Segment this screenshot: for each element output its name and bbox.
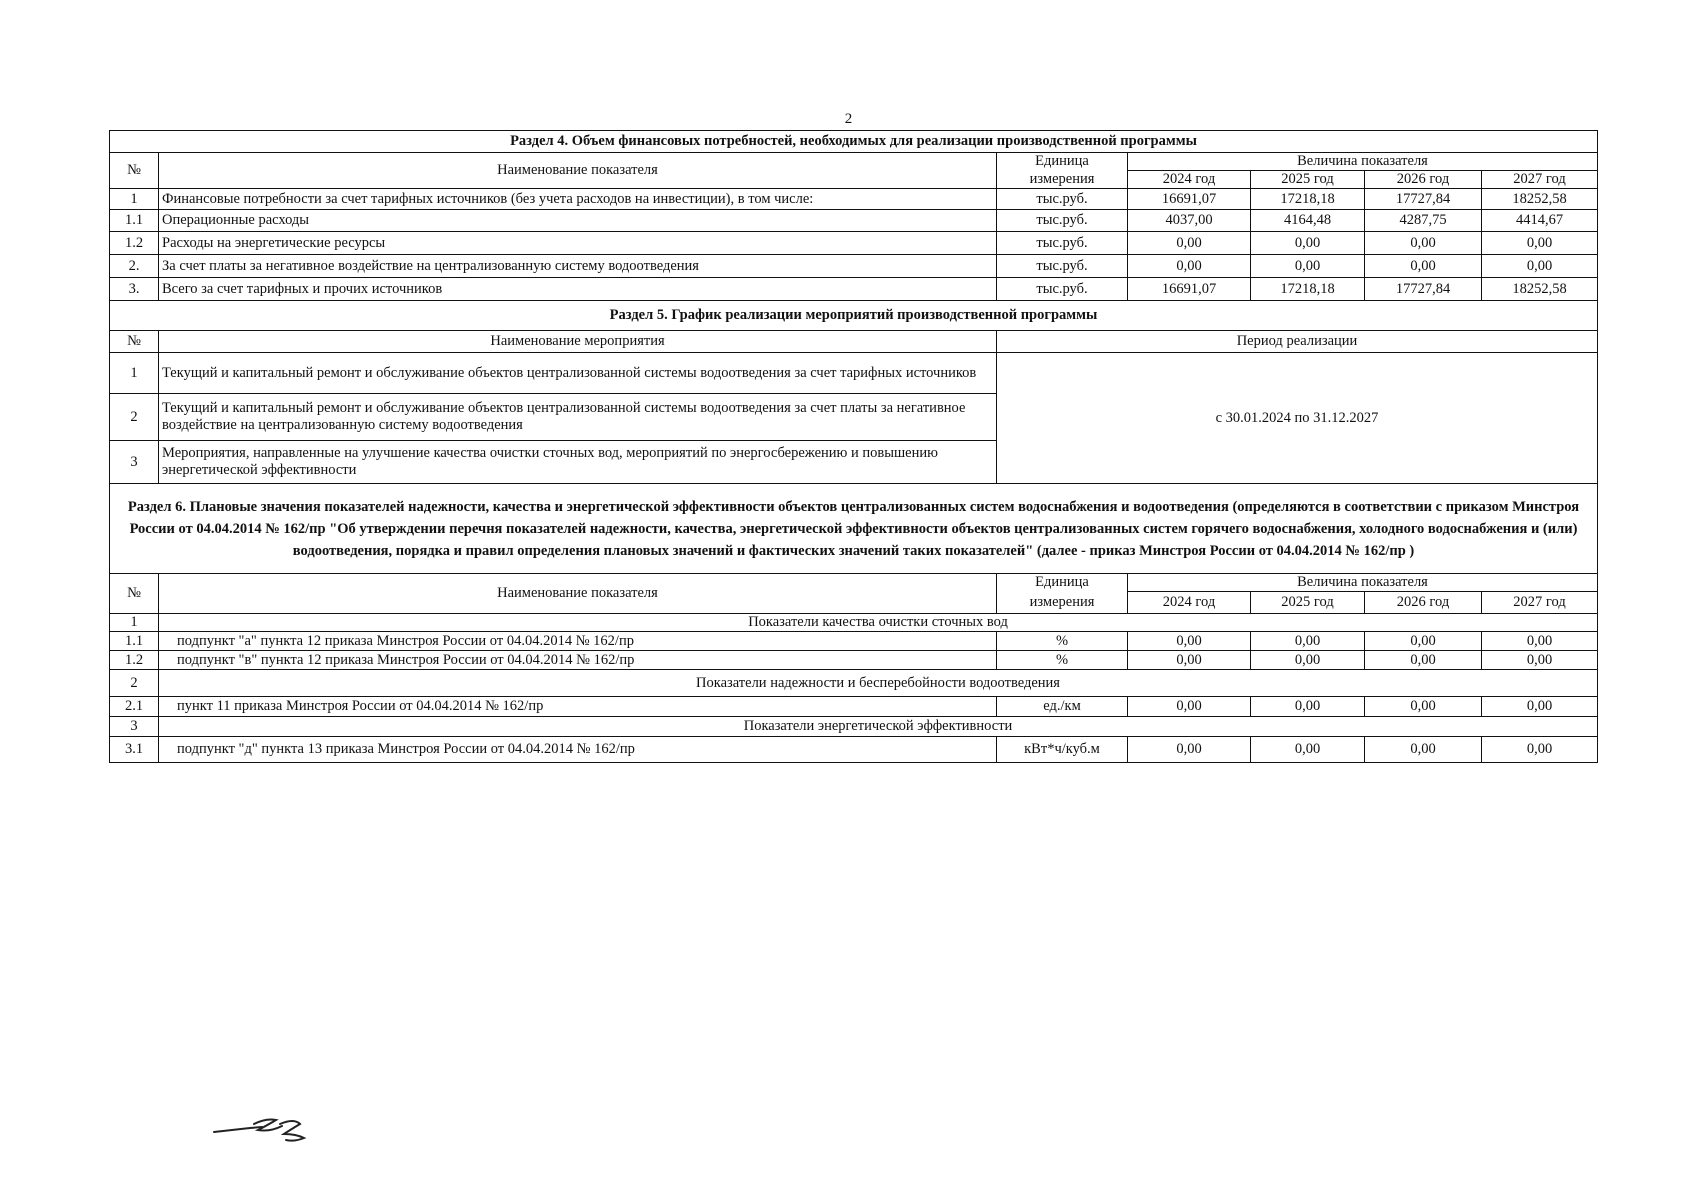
row-name: подпункт "д" пункта 13 приказа Минстроя России от 04.04.2014 № 162/пр bbox=[159, 737, 997, 763]
row-value: 0,00 bbox=[1365, 632, 1482, 651]
row-unit: тыс.руб. bbox=[997, 210, 1128, 232]
section6-header-year: 2024 год bbox=[1128, 592, 1251, 614]
row-value: 0,00 bbox=[1251, 697, 1365, 717]
row-value: 16691,07 bbox=[1128, 189, 1251, 210]
section6-header-year: 2026 год bbox=[1365, 592, 1482, 614]
section5-header-period: Период реализации bbox=[997, 331, 1598, 353]
row-name: Мероприятия, направленные на улучшение качества очистки сточных вод, мероприятий по энергосбережению и повышению энергетической эффективности bbox=[159, 441, 997, 484]
group-title: Показатели энергетической эффективности bbox=[159, 717, 1598, 737]
row-num: 2.1 bbox=[110, 697, 159, 717]
row-num: 3. bbox=[110, 278, 159, 301]
section4-header-year: 2024 год bbox=[1128, 171, 1251, 189]
row-value: 0,00 bbox=[1482, 651, 1598, 670]
row-num: 1 bbox=[110, 189, 159, 210]
group-row bbox=[110, 614, 1598, 632]
row-unit: % bbox=[997, 632, 1128, 651]
group-title: Показатели надежности и бесперебойности водоотведения bbox=[159, 670, 1598, 697]
row-num: 2 bbox=[110, 394, 159, 441]
row-value: 18252,58 bbox=[1482, 189, 1598, 210]
row-value: 0,00 bbox=[1251, 651, 1365, 670]
section4-header-num: № bbox=[110, 153, 159, 189]
row-unit: % bbox=[997, 651, 1128, 670]
row-name: Операционные расходы bbox=[159, 210, 997, 232]
table-row bbox=[110, 697, 1598, 717]
section4-header-year: 2025 год bbox=[1251, 171, 1365, 189]
row-num: 1.1 bbox=[110, 632, 159, 651]
section4-header-unit-2: измерения bbox=[997, 171, 1128, 189]
row-name: За счет платы за негативное воздействие на централизованную систему водоотведения bbox=[159, 255, 997, 278]
table-row bbox=[110, 278, 1598, 301]
section6-header-year: 2027 год bbox=[1482, 592, 1598, 614]
section6-header-year: 2025 год bbox=[1251, 592, 1365, 614]
row-value: 17727,84 bbox=[1365, 278, 1482, 301]
section5-title: Раздел 5. График реализации мероприятий производственной программы bbox=[110, 301, 1598, 331]
table-row bbox=[110, 737, 1598, 763]
table-row bbox=[110, 353, 1598, 394]
row-num: 2. bbox=[110, 255, 159, 278]
row-value: 0,00 bbox=[1128, 697, 1251, 717]
table-row bbox=[110, 210, 1598, 232]
page-number: 2 bbox=[844, 111, 853, 127]
row-name: Текущий и капитальный ремонт и обслуживание объектов централизованной системы водоотведения за счет платы за негативное воздействие на централизованную систему водоотведения bbox=[159, 394, 997, 441]
row-value: 0,00 bbox=[1482, 255, 1598, 278]
table-row bbox=[110, 651, 1598, 670]
section4-header-year: 2027 год bbox=[1482, 171, 1598, 189]
row-num: 1.2 bbox=[110, 232, 159, 255]
program-table bbox=[109, 130, 1598, 763]
row-name: подпункт "в" пункта 12 приказа Минстроя России от 04.04.2014 № 162/пр bbox=[159, 651, 997, 670]
row-name: Финансовые потребности за счет тарифных источников (без учета расходов на инвестиции), в том числе: bbox=[159, 189, 997, 210]
row-value: 17218,18 bbox=[1251, 189, 1365, 210]
row-num: 3.1 bbox=[110, 737, 159, 763]
group-title: Показатели качества очистки сточных вод bbox=[159, 614, 1598, 632]
row-value: 0,00 bbox=[1365, 737, 1482, 763]
row-value: 0,00 bbox=[1128, 255, 1251, 278]
group-row bbox=[110, 670, 1598, 697]
row-num: 1.2 bbox=[110, 651, 159, 670]
section4-title: Раздел 4. Объем финансовых потребностей, необходимых для реализации производственной программы bbox=[110, 131, 1598, 153]
row-num: 1.1 bbox=[110, 210, 159, 232]
row-value: 4414,67 bbox=[1482, 210, 1598, 232]
row-value: 0,00 bbox=[1251, 632, 1365, 651]
row-value: 4287,75 bbox=[1365, 210, 1482, 232]
row-name: пункт 11 приказа Минстроя России от 04.04.2014 № 162/пр bbox=[159, 697, 997, 717]
group-num: 3 bbox=[110, 717, 159, 737]
signature-mark bbox=[210, 1108, 320, 1148]
row-name: Расходы на энергетические ресурсы bbox=[159, 232, 997, 255]
row-value: 0,00 bbox=[1365, 697, 1482, 717]
section4-header-value: Величина показателя bbox=[1128, 153, 1598, 171]
row-unit: тыс.руб. bbox=[997, 232, 1128, 255]
row-value: 0,00 bbox=[1251, 255, 1365, 278]
row-unit: ед./км bbox=[997, 697, 1128, 717]
table-row bbox=[110, 189, 1598, 210]
table-row bbox=[110, 632, 1598, 651]
row-value: 4037,00 bbox=[1128, 210, 1251, 232]
row-value: 0,00 bbox=[1482, 737, 1598, 763]
row-value: 18252,58 bbox=[1482, 278, 1598, 301]
row-num: 1 bbox=[110, 353, 159, 394]
section6-header-num: № bbox=[110, 574, 159, 614]
row-unit: кВт*ч/куб.м bbox=[997, 737, 1128, 763]
row-value: 0,00 bbox=[1128, 651, 1251, 670]
row-name: подпункт "а" пункта 12 приказа Минстроя России от 04.04.2014 № 162/пр bbox=[159, 632, 997, 651]
section4-header-name: Наименование показателя bbox=[159, 153, 997, 189]
row-unit: тыс.руб. bbox=[997, 189, 1128, 210]
table-row bbox=[110, 255, 1598, 278]
row-unit: тыс.руб. bbox=[997, 278, 1128, 301]
section4-header-year: 2026 год bbox=[1365, 171, 1482, 189]
section4-header-unit: Единица bbox=[997, 153, 1128, 171]
row-value: 17218,18 bbox=[1251, 278, 1365, 301]
table-row bbox=[110, 232, 1598, 255]
section5-header-num: № bbox=[110, 331, 159, 353]
section6-header-unit: Единица bbox=[997, 574, 1128, 592]
row-value: 16691,07 bbox=[1128, 278, 1251, 301]
row-name: Текущий и капитальный ремонт и обслуживание объектов централизованной системы водоотведения за счет тарифных источников bbox=[159, 353, 997, 394]
row-value: 0,00 bbox=[1365, 255, 1482, 278]
row-num: 3 bbox=[110, 441, 159, 484]
row-value: 0,00 bbox=[1128, 737, 1251, 763]
section6-title: Раздел 6. Плановые значения показателей надежности, качества и энергетической эффективности объектов централизованных систем водоснабжения и водоотведения (определяются в соответствии с приказом Минстроя России от 04.04.2014 № 162/пр "Об утверждении перечня показателей надежности, качества, энергетической эффективности объектов централизованных систем горячего водоснабжения, холодного водоснабжения и (или) водоотведения, порядка и правил определения плановых значений и фактических значений таких показателей" (далее - приказ Минстроя России от 04.04.2014 № 162/пр ) bbox=[110, 484, 1598, 574]
row-name: Всего за счет тарифных и прочих источников bbox=[159, 278, 997, 301]
section6-header-value: Величина показателя bbox=[1128, 574, 1598, 592]
row-value: 0,00 bbox=[1365, 232, 1482, 255]
group-num: 1 bbox=[110, 614, 159, 632]
section6-header-unit-2: измерения bbox=[997, 592, 1128, 614]
row-value: 0,00 bbox=[1251, 737, 1365, 763]
row-value: 0,00 bbox=[1482, 632, 1598, 651]
group-row bbox=[110, 717, 1598, 737]
row-value: 0,00 bbox=[1365, 651, 1482, 670]
row-value: 0,00 bbox=[1482, 697, 1598, 717]
row-value: 0,00 bbox=[1482, 232, 1598, 255]
row-unit: тыс.руб. bbox=[997, 255, 1128, 278]
row-value: 4164,48 bbox=[1251, 210, 1365, 232]
row-value: 17727,84 bbox=[1365, 189, 1482, 210]
section6-header-name: Наименование показателя bbox=[159, 574, 997, 614]
row-value: 0,00 bbox=[1251, 232, 1365, 255]
row-value: 0,00 bbox=[1128, 632, 1251, 651]
section5-header-name: Наименование мероприятия bbox=[159, 331, 997, 353]
group-num: 2 bbox=[110, 670, 159, 697]
row-value: 0,00 bbox=[1128, 232, 1251, 255]
section5-period-value: с 30.01.2024 по 31.12.2027 bbox=[997, 353, 1598, 484]
